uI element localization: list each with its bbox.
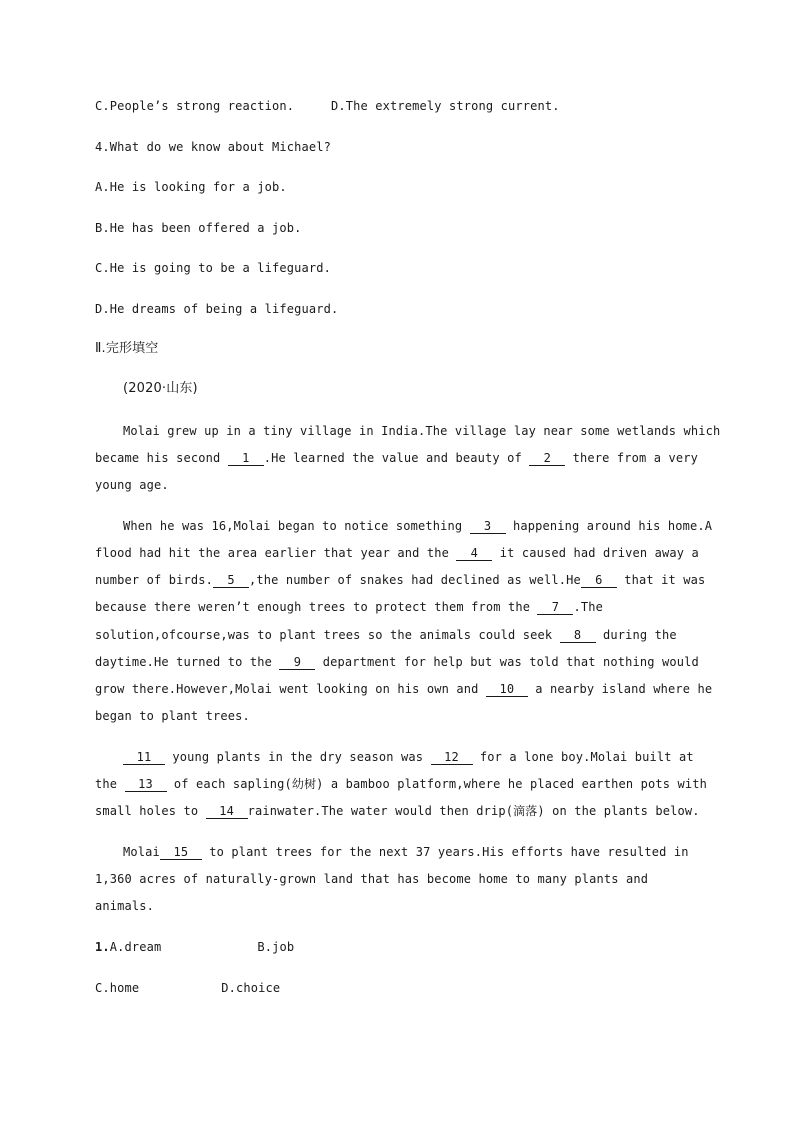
p2-line6: daytime.He turned to the 9 department for help but was told that nothing would xyxy=(95,655,699,669)
q4-question: 4.What do we know about Michael? xyxy=(95,140,331,154)
p4-line2: 1,360 acres of naturally-grown land that has become home to many plants and xyxy=(95,872,649,886)
p4-line1: Molai 15 to plant trees for the next 37 years.His efforts have resulted in xyxy=(123,845,689,859)
blank-8[interactable]: 8 xyxy=(560,628,596,643)
p3-line2: the 13 of each sapling(幼树) a bamboo platform,where he placed earthen pots with xyxy=(95,777,708,791)
p1-line1: Molai grew up in a tiny village in India.The village lay near some wetlands which xyxy=(123,424,721,438)
blank-4[interactable]: 4 xyxy=(456,546,492,561)
blank-15[interactable]: 15 xyxy=(160,845,202,860)
p3-line3: small holes to 14 rainwater.The water would then drip(滴落) on the plants below. xyxy=(95,804,700,818)
p2-line4: because there weren’t enough trees to protect them from the 7 .The xyxy=(95,600,603,614)
q1-options-line2 xyxy=(95,980,280,996)
q3-options-line xyxy=(95,98,560,114)
blank-3[interactable]: 3 xyxy=(470,519,506,534)
q1-option-c: C.home xyxy=(95,981,140,995)
p3-line1: 11 young plants in the dry season was 12 for a lone boy.Molai built at xyxy=(123,749,694,765)
q1-options-line1 xyxy=(95,939,294,955)
section-title: Ⅱ.完形填空 xyxy=(95,341,159,356)
blank-9[interactable]: 9 xyxy=(279,655,315,670)
p4-line3: animals. xyxy=(95,899,154,913)
p2-line5: solution,ofcourse,was to plant trees so the animals could seek 8 during the xyxy=(95,628,677,642)
blank-7[interactable]: 7 xyxy=(537,600,573,615)
blank-6[interactable]: 6 xyxy=(581,573,617,588)
p2-line3: number of birds. 5 ,the number of snakes had declined as well.He 6 that it was xyxy=(95,573,706,587)
p1-line3: young age. xyxy=(95,478,169,492)
q3-option-d: D.The extremely strong current. xyxy=(331,99,560,113)
q1-option-b: B.job xyxy=(257,940,295,954)
p1-line2: became his second 1 .He learned the value and beauty of 2 there from a very xyxy=(95,451,698,465)
blank-12[interactable]: 12 xyxy=(431,750,473,765)
p2-line8: began to plant trees. xyxy=(95,709,250,723)
p2-line2: flood had hit the area earlier that year and the 4 it caused had driven away a xyxy=(95,546,699,560)
blank-13[interactable]: 13 xyxy=(125,777,167,792)
section-source: (2020·山东) xyxy=(123,381,198,396)
blank-11[interactable]: 11 xyxy=(123,750,165,765)
q3-option-c: C.People’s strong reaction. xyxy=(95,99,295,113)
q4-option-c: C.He is going to be a lifeguard. xyxy=(95,261,331,275)
q1-number: 1. xyxy=(95,940,110,954)
q4-option-d: D.He dreams of being a lifeguard. xyxy=(95,302,339,316)
blank-14[interactable]: 14 xyxy=(206,804,248,819)
q4-option-b: B.He has been offered a job. xyxy=(95,221,302,235)
blank-1[interactable]: 1 xyxy=(228,451,264,466)
q4-option-a: A.He is looking for a job. xyxy=(95,180,287,194)
p2-line1: When he was 16,Molai began to notice something 3 happening around his home.A xyxy=(123,519,713,533)
blank-5[interactable]: 5 xyxy=(213,573,249,588)
p2-line7: grow there.However,Molai went looking on his own and 10 a nearby island where he xyxy=(95,682,713,696)
blank-10[interactable]: 10 xyxy=(486,682,528,697)
q1-option-a: A.dream xyxy=(109,940,162,954)
blank-2[interactable]: 2 xyxy=(529,451,565,466)
q1-option-d: D.choice xyxy=(221,981,281,995)
